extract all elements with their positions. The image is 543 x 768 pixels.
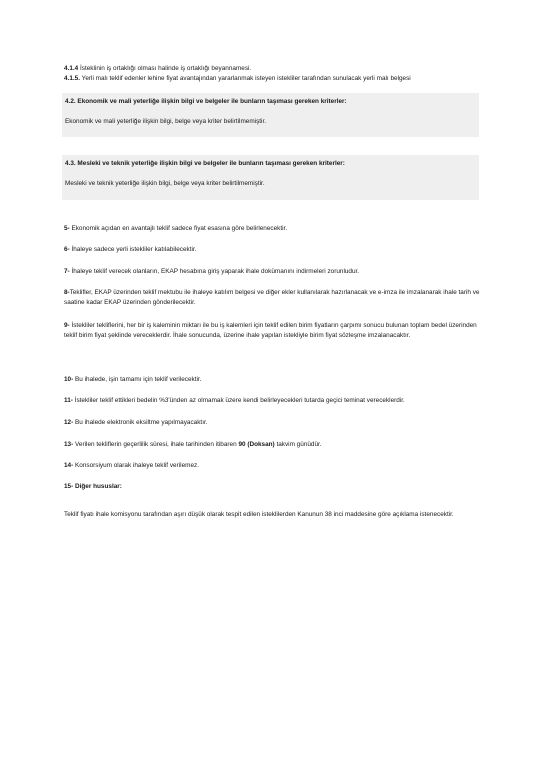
item-12: [64, 418, 208, 428]
item-number: 5-: [64, 225, 70, 232]
item-number: 14-: [64, 462, 74, 469]
item-15-heading: 15- Diğer hususlar:: [64, 483, 122, 490]
item-14: [64, 461, 199, 471]
item-text-end: takvim günüdür.: [274, 441, 322, 448]
item-text: Verilen tekliflerin geçerlilik süresi, ihale tarihinden itibaren: [73, 441, 239, 448]
item-6: [64, 245, 197, 255]
item-4-1-5: [64, 74, 411, 84]
item-number: 4.1.4: [64, 65, 79, 72]
item-text: İstekliler tekliflerini, her bir iş kaleminin miktarı ile bu iş kalemleri için teklif edilen birim fiyatların çarpımı sonucu bulunan toplam bedel üzerinden teklif birim fiyat şeklinde vereceklerdir. İhale sonucunda, üzerine ihale yapılan istekliyle birim fiyat sözleşme imzalanacaktır.: [64, 322, 477, 339]
item-text: Bu ihalede, işin tamamı için teklif verilecektir.: [73, 376, 202, 383]
item-number: 8-: [64, 289, 70, 296]
item-text: İhaleye teklif verecek olanların, EKAP hesabına giriş yaparak ihale dokümanını indirmeleri zorunludur.: [69, 268, 360, 275]
validity-period: 90 (Doksan): [238, 441, 275, 448]
section-4-2-box: [62, 93, 479, 137]
item-11: [64, 396, 405, 406]
item-number: 12-: [64, 419, 74, 426]
closing-paragraph: Teklif fiyatı ihale komisyonu tarafından aşırı düşük olarak tespit edilen isteklilerden Kanunun 38 inci maddesine göre açıklama istenecektir.: [64, 511, 454, 518]
item-text: İsteklinin iş ortaklığı olması halinde iş ortaklığı beyannamesi.: [80, 65, 252, 72]
section-heading: 4.2. Ekonomik ve mali yeterliğe ilişkin bilgi ve belgeler ile bunların taşıması gereken kriterler:: [65, 98, 347, 105]
item-number: 10-: [64, 376, 74, 383]
section-heading: 4.3. Mesleki ve teknik yeterliğe ilişkin bilgi ve belgeler ile bunların taşıması gereken kriterler:: [65, 160, 345, 167]
item-9: [64, 321, 484, 340]
item-number: 6-: [64, 246, 70, 253]
item-number: 7-: [64, 268, 70, 275]
item-13: [64, 440, 322, 450]
item-text: Bu ihalede elektronik eksiltme yapılmayacaktır.: [73, 419, 208, 426]
section-4-3-box: [62, 155, 479, 200]
section-body: Ekonomik ve mali yeterliğe ilişkin bilgi, belge veya kriter belirtilmemiştir.: [65, 118, 267, 125]
item-text: Teklifler, EKAP üzerinden teklif mektubu ile ihaleye katılım belgesi ve diğer ekler kullanılarak hazırlanacak ve e-imza ile imzalanarak ihale tarih ve saatine kadar EKAP üzerinden gönderilecektir.: [64, 289, 480, 306]
item-7: [64, 267, 359, 277]
item-text: İhaleye sadece yerli istekliler katılabilecektir.: [69, 246, 197, 253]
section-body: Mesleki ve teknik yeterliğe ilişkin bilgi, belge veya kriter belirtilmemiştir.: [65, 180, 265, 187]
item-text: Ekonomik açıdan en avantajlı teklif sadece fiyat esasına göre belirlenecektir.: [69, 225, 288, 232]
item-number: 11-: [64, 397, 73, 404]
item-text: Konsorsiyum olarak ihaleye teklif verilemez.: [73, 462, 199, 469]
item-text: İstekliler teklif ettikleri bedelin %3'ünden az olmamak üzere kendi belirleyecekleri tutarda geçici teminat vereceklerdir.: [72, 397, 405, 404]
item-text: Yerli malı teklif edenler lehine fiyat avantajından yararlanmak isteyen istekliler tarafından sunulacak yerli malı belgesi: [81, 75, 411, 82]
item-8: [64, 288, 484, 307]
item-number: 13-: [64, 441, 74, 448]
item-10: [64, 375, 201, 385]
item-5: [64, 224, 287, 234]
item-number: 9-: [64, 322, 70, 329]
item-number: 4.1.5.: [64, 75, 80, 82]
item-4-1-4: [64, 64, 251, 74]
